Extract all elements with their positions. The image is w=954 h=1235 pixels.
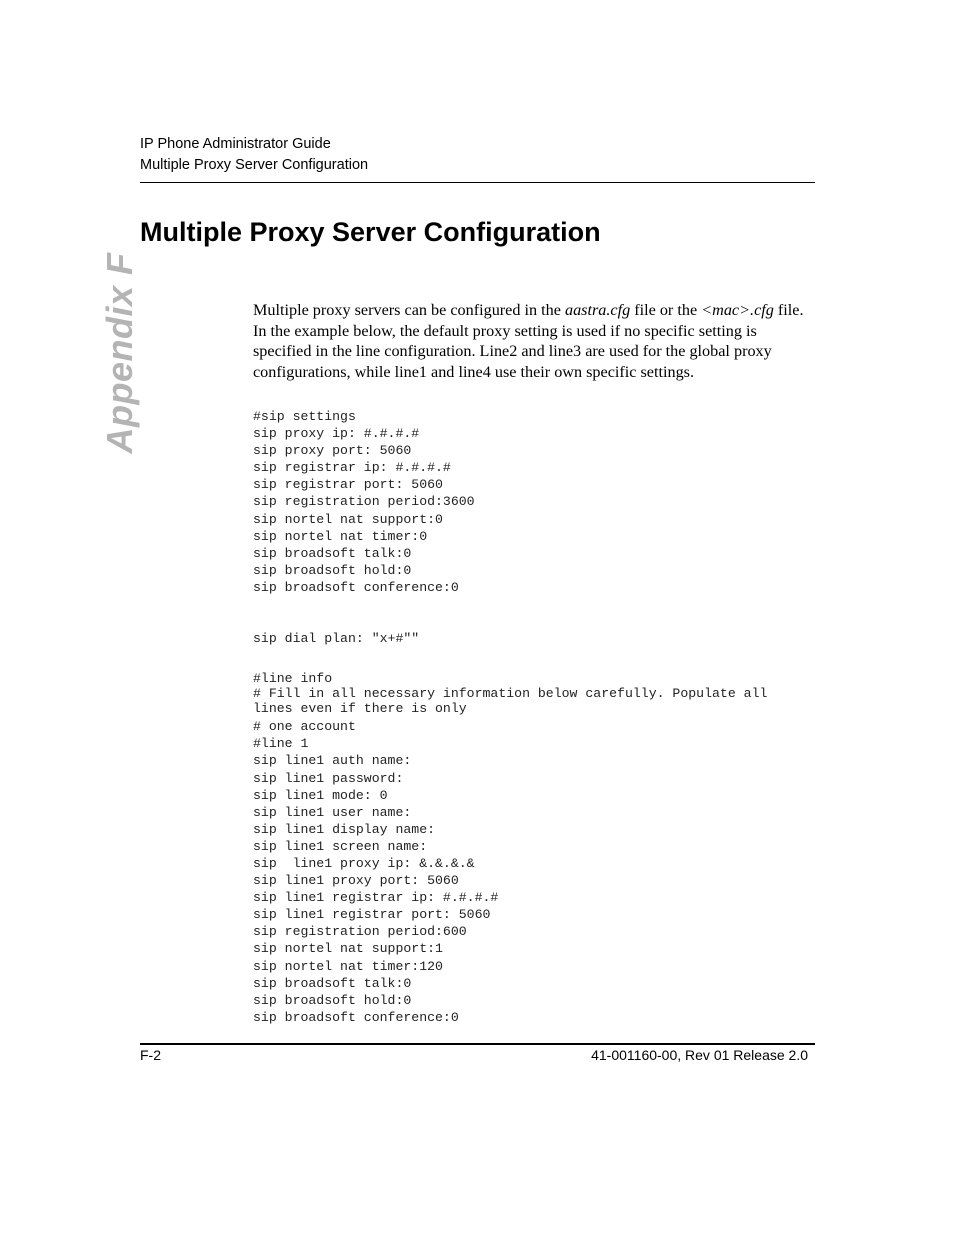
code-line: sip line1 mode: 0 [253,787,388,803]
code-line: sip registration period:600 [253,924,467,940]
code-line: sip nortel nat timer:0 [253,528,428,544]
code-line: sip line1 auth name: [253,753,412,769]
code-line: sip line1 user name: [253,804,412,820]
code-line: sip registration period:3600 [253,494,475,510]
filename-mac-cfg: <mac>.cfg [701,301,774,319]
code-line: # one account [253,719,356,735]
code-line-fill-comment: # Fill in all necessary information below carefully. Populate all lines even if there is only [253,686,776,716]
code-spacer [253,647,813,670]
code-line: sip proxy ip: #.#.#.# [253,426,420,442]
code-line: sip line1 password: [253,770,404,786]
code-line: sip line1 registrar port: 5060 [253,907,491,923]
code-line: sip broadsoft conference:0 [253,1009,459,1025]
footer-divider [140,1043,815,1045]
code-line-line-info: #line info [253,671,333,687]
appendix-side-tab [98,246,142,460]
code-line: #line 1 [253,736,309,752]
code-line: #sip settings [253,409,356,424]
code-line: sip line1 display name: [253,821,436,837]
code-spacer [253,596,813,630]
code-line: sip proxy port: 5060 [253,443,412,459]
appendix-label: Appendix F [99,252,140,454]
code-line: sip broadsoft talk:0 [253,545,412,561]
code-line: sip registrar ip: #.#.#.# [253,460,451,476]
code-line: sip broadsoft talk:0 [253,975,412,991]
page-number: F-2 [140,1047,161,1063]
code-line: sip line1 screen name: [253,838,428,854]
code-line: sip line1 proxy port: 5060 [253,873,459,889]
config-code-block [253,408,813,1026]
running-header-guide-title: IP Phone Administrator Guide [140,136,331,152]
running-header-section: Multiple Proxy Server Configuration [140,157,369,173]
code-line: sip broadsoft hold:0 [253,562,412,578]
document-id: 41-001160-00, Rev 01 Release 2.0 [591,1047,808,1063]
code-line-dial-plan: sip dial plan: "x+#"" [253,631,420,647]
code-line: sip broadsoft hold:0 [253,992,412,1008]
header-divider [140,182,815,183]
intro-text-2: file or the [630,301,702,319]
code-line: sip line1 proxy ip: &.&.&.& [253,855,475,871]
intro-paragraph [253,300,818,382]
code-line: sip line1 registrar ip: #.#.#.# [253,890,499,906]
code-line: sip nortel nat support:0 [253,511,443,527]
code-line: sip broadsoft conference:0 [253,579,459,595]
code-line: sip nortel nat support:1 [253,941,443,957]
code-line: sip registrar port: 5060 [253,477,443,493]
intro-text-3: file. In the example below, the default proxy setting is used if no specific setting is specified in the line configuration. Line2 and line3 are used for the global proxy configurations, while line1 and line4 use their own specific settings. [253,301,804,381]
intro-text-1: Multiple proxy servers can be configured in the [253,301,565,319]
filename-aastra-cfg: aastra.cfg [564,301,631,319]
page-title: Multiple Proxy Server Configuration [140,217,601,247]
code-line: sip nortel nat timer:120 [253,958,443,974]
